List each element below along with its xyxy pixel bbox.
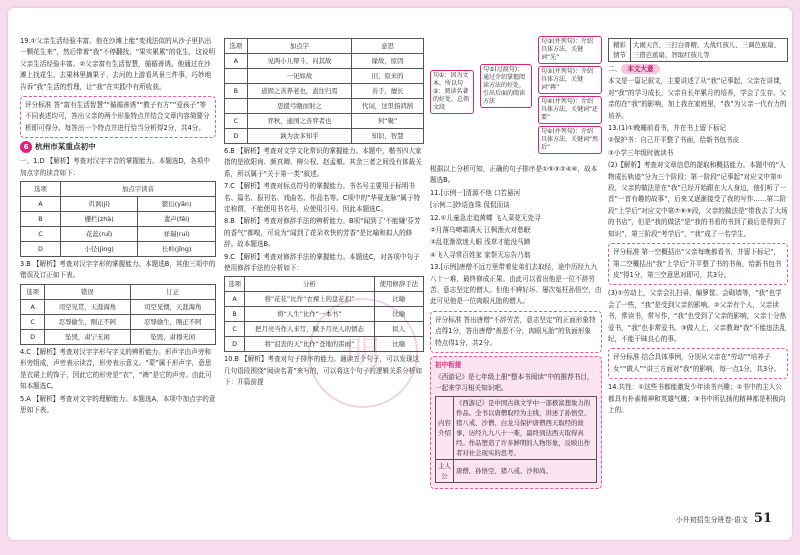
diagram-node-3: 句④(并列句)：介绍具体方法，关键词“还要” [538, 96, 602, 124]
table-row: A 司空见贯，天涯海角 司空见惯，天涯海角 [21, 299, 216, 314]
answer-11-example2: [示例二]妙语连珠 侃侃而谈 [430, 201, 510, 210]
table-row: 主人公 唐僧、孙悟空、猪八戒、沙和尚。 [436, 460, 597, 483]
answer-page [8, 8, 792, 540]
page-number: 51 [753, 511, 772, 526]
scoring-text: 评分标准 结合具体事例，分别从父亲在“劳动”“培养子女”“做人”“讲三方面对”我“的影响，每一点1分，共3分。 [613, 353, 781, 373]
answer-6: 6.B 【解析】考查对文学文化常识的掌握能力。本题中，楷书四大家指的是欧阳询、颜真卿、柳公权、赵孟頫。其余三者之间没有体裁关系，所以属于“关于第一类”叙述。 [224, 147, 422, 178]
diagram-node-4: 句⑥(并列句)：介绍具体方法，关键词“然后” [538, 126, 602, 154]
scoring-standard-3 [608, 243, 788, 285]
scoring-text: 评分标准 第一空概括出“父亲每晚都看书，并留下标记”，第二空概括出“我”上学后“开平整了书的书角，给新书包书皮”得1分，第三空意思对即可，共3分。 [613, 248, 782, 279]
diagram-node-main: 句①：因为文本，所以句②：阅读名著的好处，总领文段 [430, 70, 474, 114]
answer-13-3: (3)①劳动上，父亲会扎扫帚、编箩筐、会砌墙等，“我”也学会了一些，“我”是受到父亲的影响。②父亲有个人，父亲读书，常读书，常写作，“我”也受到了父亲的影响，父亲十分热爱书，“我”也非常爱书。③做人上，父亲教诲“我”不能违法乱纪，不能干昧良心的事。 [608, 289, 787, 343]
summary-text: 本文是一篇记叙文，主要讲述了从“我”记事起，父亲在讲课，对“我”的学习成长，父亲自长年累月的培养，学会了生存。父亲的在“我”的影响，加上我在家庭里，“我”为父亲一代有力的培养。 [608, 77, 787, 120]
table-row: D 孰为汝多知乎 知识，智慧 [225, 129, 424, 144]
table-row: B 道固之善养老也，盍往归焉 善于，擅长 [225, 84, 424, 99]
table-row: A 见两小儿辩斗，问其故 缘故，原因 [225, 54, 424, 69]
table-row: 一见如故 旧，原来的 [225, 69, 424, 84]
answer-3: 3.B 【解析】考查对汉字字形的掌握能力。本题选B，其他三项中的错误及订正如下表。 [20, 260, 216, 280]
section-number-icon: 6 [20, 141, 32, 153]
answer-7: 7.C 【解析】考查对标点符号的掌握能力。书名号主要用于标明书名、篇名、报刊名、戏曲名、作品名等。C项中的“华夏龙脉”属于特定称谓，不能使用书名号，应使用引号。因此本题选C。 [224, 182, 421, 214]
diagram-node-1: 句③(并列句)：介绍具体方法，关键词“先” [538, 36, 602, 64]
meaning-table: 选项 加点字 意思 A 见两小儿辩斗，问其故 缘故，原因 一见如故 旧，原来的 B 道固之善养老也，盍往归焉 善于，擅长 思援弓缴而射之 代词，这里指鸿鹄 C 弈秋，通国之善弈者也 何“聚” D 孰为汝多知乎 知识，智慧 [224, 38, 424, 144]
table-row: 思援弓缴而射之 代词，这里指鸿鹄 [225, 99, 424, 114]
column-4 [608, 36, 788, 417]
answer-4: 4.C 【解析】考查对汉字字形与字义的辨析能力。形声字由声旁和形旁组成，声旁表示读音，形旁表示意义。“蒙”属于形声字，意思是衣裙上的饰子，因此它的形旁是“衣”，“裤”是它的声旁。由此可知本题选C。 [20, 347, 212, 391]
junior-link-box [430, 356, 602, 489]
table-row: A 将“花花”比作“衣裸上的盘花扣” 比喻 [225, 292, 424, 307]
table-row: 精彩情节 大闹天宫、三打白骨精、大战红孩儿、三调芭蕉扇、三借芭蕉扇、智取红孩儿等 [609, 39, 788, 62]
plot-table [608, 38, 788, 62]
watermark-stamp: 明 [308, 298, 418, 408]
diagram-node-transition: 句⑤(过渡句)：通过介绍掌握阅读方法的好处，引出后面的阅读方法 [480, 64, 532, 108]
answer-13-1b: ②保护书：自己开平整了书面，给新书包书皮 [608, 136, 740, 145]
answer-13-1: 13.(1)①晚睡前看书，并在书上留下标记 [608, 124, 727, 133]
error-table: 选项 错误 订正 A 司空见贯，天涯海角 司空见惯，天涯海角 C 忍辱偷生，刚正不阿 忍辱偷生，刚正不阿 D 坠毁，肃宁无闲 坠毁，肃穆无闲 [20, 284, 216, 345]
table-row: C 花蕊(ruǐ) 祥瑞(ruì) [21, 227, 216, 242]
table-row: D 坠毁，肃宁无闲 坠毁，肃穆无闲 [21, 329, 216, 344]
section-2-heading: 二、 本文大意 [608, 64, 788, 75]
summary-strip: 本文大意 [621, 64, 659, 74]
sentence-order-diagram [430, 36, 602, 160]
column-2 [224, 36, 424, 390]
junior-link-title: 初中衔接 [435, 361, 462, 370]
answer-14: 14.共性：①这些书都能激发少年读书兴趣；②书中的主人公都具有朴素精神和英雄气概；③书中所弘扬的精神都是积极向上的。 [608, 383, 786, 414]
answer-13-1c: ③小学三年级时就读书 [608, 148, 674, 157]
answer-11: 11.[示例一]清源不他 口若悬河 [430, 188, 521, 197]
scoring-text: 评分标准 答出唐僧“不辞劳苦，意志坚定”的正面形象特点得1分，答出唐僧“善恶不分，肉眼凡胎”的负面形象特点得1分，共2分。 [435, 315, 596, 347]
footer-caption: 小升初招生分班卷·语文 [675, 516, 748, 524]
book-table [435, 396, 597, 483]
answer-13-2: (2)【解析】考查对文章信息的提取和概括能力。本题中的“人物成长轨迹”分为三个阶段：第一阶段“记事起”对应文中第①段，父亲的做法是在“我”已经开始跟在大人身边，他们听了一首“一首有趣的故事”，后来又逐渐接受了我的写作……第二阶段“上学后”对应文中第⑦⑧⑨段，父亲的做法是“带我去了大场的书店”，但是“我的做法”是“我的书看的书到了最后是得到了知识”，第三阶段“考学后”，“我”成了一名学生。 [608, 161, 788, 238]
table-row: B 栅栏(zhà) 蜚声(fēi) [21, 212, 216, 227]
scoring-standard-2 [430, 311, 602, 353]
page-footer [676, 511, 772, 526]
diagram-node-2: 句②(并列句)：介绍具体方法，关键词“再” [538, 66, 602, 94]
table-row: D 小径(jìng) 长岭(jǐng) [21, 242, 216, 257]
answer-19: 19.①父亲生活经验丰富。他在沙滩上能“变戏法似的从沙子里扒出一颗花生来”，然后带着“我”不停翻找，“果实累累”的花生，这说明父亲生活经验丰富。②父亲富有生活智慧，循循善诱。他通过在沙滩上找花生、去果林里摘果子、去河的上游看风景三件事，巧妙地告诉“我”生活的哲理，让“我”在实践中有所收获。 [20, 37, 216, 91]
table-row: C 忍辱偷生，刚正不阿 忍辱偷生，刚正不阿 [21, 314, 216, 329]
table-row: B 将“人生”比作“一本书” 比喻 [225, 307, 424, 322]
answer-12-2: ②月落乌啼霜满天 江枫渔火对愁眠 [430, 226, 531, 235]
table-row: C 弈秋，通国之善弈者也 何“聚” [225, 114, 424, 129]
table-row: D 将“沮丧的天”比作“苍地的雷雨” 比喻 [225, 337, 424, 352]
junior-link-intro: 《西游记》是七年级上册“整本书阅读”中的推荐书目，一起来学习相关知识吧。 [435, 372, 594, 392]
answer-12-4: ④飞入寻常百姓家 家祭无忘告乃翁 [430, 250, 531, 259]
answer-5: 5.A 【解析】考查对文字的理解能力。本题选A，本项中加点字的意思如下表。 [20, 394, 216, 414]
table-row: A 讥讽(jī) 繁衍(yǎn) [21, 197, 216, 212]
answer-13: 13.[示例]唐僧不远万里带着徒弟们去取经，途中历经九九八十一难，最终修成正果。由此可以看出他是一位不辞劳苦、意志坚定的僧人。但他不辨好坏、屡次冤枉孙悟空，由此可见他是一位肉眼凡胎的僧人。 [430, 263, 602, 306]
pinyin-table: 选项 加点字读音 A 讥讽(jī) 繁衍(yǎn) B 栅栏(zhà) 蜚声(fēi) C 花蕊(ruǐ) 祥瑞(ruì) D 小径(jìng) 长岭(jǐng) [20, 181, 216, 257]
answer-1: 一、1.D 【解析】考查对汉字字音的掌握能力。本题选D，各项中加点字的读音如下： [20, 157, 210, 177]
answer-12-3: ③乱花渐欲迷人眼 浅草才能没马蹄 [430, 238, 531, 247]
scoring-standard-4 [608, 348, 788, 379]
column-3 [430, 36, 602, 492]
rhetoric-table: 选项 分析 使用修辞手法 A 将“花花”比作“衣裸上的盘花扣” 比喻 B 将“人生”比作“一本书” 比喻 C 把月亮当作人来写，赋予月亮人的情态 拟人 D 将“沮丧的天”比作“苍地的雷雨” 比喻 [224, 276, 424, 352]
table-row: 内容介绍 《西游记》是中国古典文学中一部极富想象力的作品。全书以唐僧取经为主线，讲述了孙悟空、猪八戒、沙僧、白龙马保护唐僧西天取经的故事，历经九九八十一难，最终到达西天取得真经。作品塑造了许多鲜明的人物形象，反映出作者对社会现实的思考。 [436, 397, 597, 460]
scoring-standard-1 [20, 96, 216, 138]
answer-9: 9.C 【解析】考查对修辞手法的掌握能力。本题选C，对各项中句子使用修辞手法的分析如下： [224, 252, 420, 273]
answer-10: 10.B 【解析】考查对句子排序的能力。通读五个句子，可以发现这几句语段围绕“阅读名著”来写的，可以将这个句子的逻辑关系分析如下：开篇前提 [224, 355, 423, 387]
scoring-text: 评分标准 答“富有生活智慧”“循循善诱”“教子有方”“爱孩子”等不同表述均可，答出父亲的两个形象特点并结合文章内容简要分析即可得分。每答出一个特点并进行恰当分析得2分，共4分。 [25, 101, 210, 132]
table-row: C 把月亮当作人来写，赋予月亮人的情态 拟人 [225, 322, 424, 337]
column-1 [20, 36, 216, 417]
answer-12-1: 12.①儿童急走追黄蝶 飞入菜花无处寻 [430, 213, 541, 222]
section-heading: 6 杭州市某重点初中 [20, 141, 216, 153]
answer-10-conclusion: 根据以上分析可知，正确的句子排序是①⑤③②④⑥，故本题选B。 [430, 165, 598, 185]
answer-8: 8.B 【解析】考查对修辞手法的辨析能力。B项“闻到了‘不能嫌’芬芳的香气”都嗅，可说为“闻到了花朵欢快的芳香”是比喻和拟人的修辞。故本题选B。 [224, 217, 421, 249]
